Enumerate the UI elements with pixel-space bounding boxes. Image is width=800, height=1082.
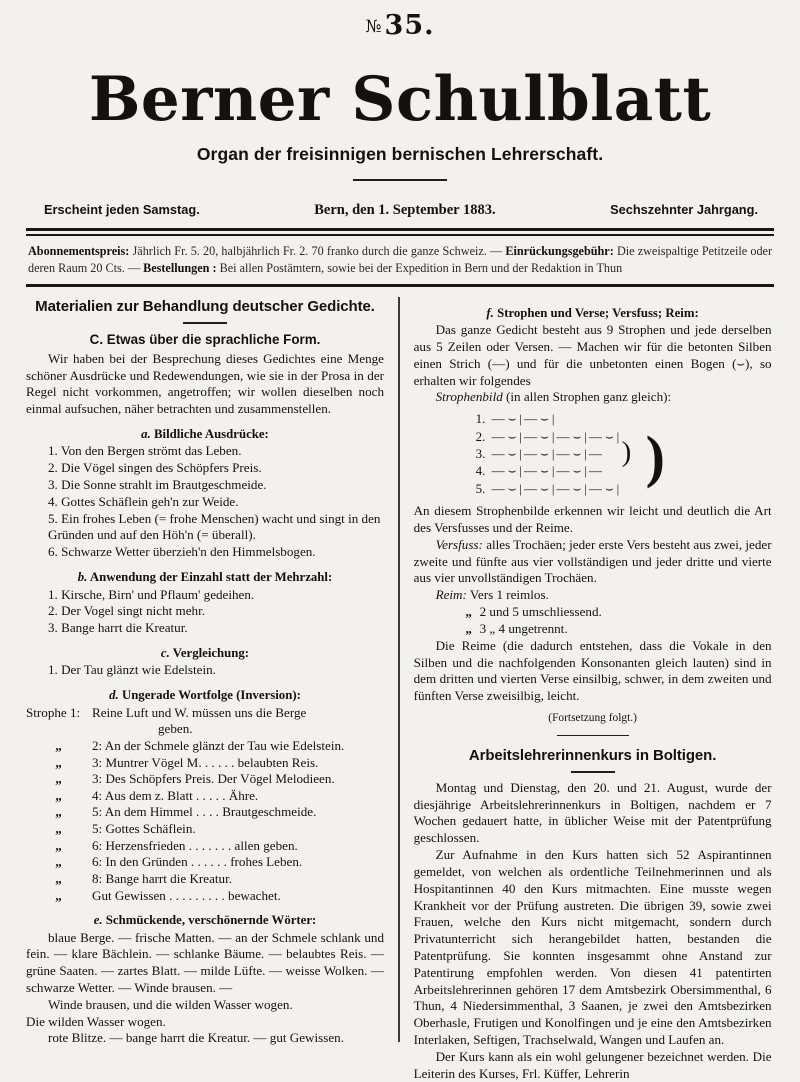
list-item: 4. Gottes Schäflein geh'n zur Weide. [48, 493, 239, 509]
foot-separator: | [616, 480, 620, 496]
versfuss-label: Versfuss: [435, 536, 483, 552]
right-column [413, 297, 772, 1081]
reim-line-3 [414, 621, 772, 638]
foot-separator: | [584, 428, 587, 444]
metrical-foot: — [588, 463, 602, 479]
foot-separator: | [584, 463, 587, 479]
scheme-row [476, 410, 772, 427]
strophen-paragraph-1: Das ganze Gedicht besteht aus 9 Strophen und jede derselben aus 5 Zeilen oder Versen. — Machen wir für die betonten Silben einen Strich (—) und für die unbetonten einen Bogen (⌣), so erhalten wir folgendes [413, 322, 772, 388]
subsection-letter-b: b. [77, 570, 88, 585]
subsection-heading-f [414, 305, 772, 321]
foot-separator: | [551, 463, 555, 479]
rule-below-terms [26, 284, 774, 286]
metrical-foot: — [588, 445, 602, 461]
subsection-label-d: Ungerade Wortfolge (Inversion): [118, 688, 301, 703]
foot-separator: | [551, 428, 555, 444]
list-item: 6. Schwarze Wetter überzieh'n den Himmelsbogen. [48, 544, 316, 560]
list-item: 2. Die Vögel singen des Schöpfers Preis. [48, 460, 262, 476]
boltigen-paragraph-2: Zur Aufnahme in den Kurs hatten sich 52 Aspirantinnen gemeldet, von welchen als ordentliche Teilnehmerinnen und als Hospitantinnen 40 den Kurs mitmachten. Eine musste wegen Krankheit vor der Prüfung austreten. Die übrigen 39, sowie zwei Frauen, welche den Kurs nicht mitgemacht, sondern durch Privatunterricht sich herangebildet hatten, bestanden die Patentprüfung. Sie konnten insgesammt ohne Anstand zur Patentirung empfohlen werden. Von diesen 41 patentirten Arbeitslehrerinnen gehören 17 dem Amtsbezirk Obersimmenthal, 6 Thun, 4 Niedersimmenthal, 3 Saanen, je zwei den Amtsbezirken Oberhasle, Frutigen und Konolfingen und je eine den Amtsbezirken Interlaken, Seftigen, Trachselwald, Wangen und Laufen an. [413, 847, 772, 1048]
list-item: 1. Von den Bergen strömt das Leben. [48, 443, 242, 459]
subsection-heading-b [26, 569, 384, 585]
reim-text: Vers 1 reimlos. [466, 587, 549, 603]
terms-orders-text: Bei allen Postämtern, sowie bei der Expedition in Bern und der Redaktion in Thun [216, 260, 623, 275]
metrical-foot: — ⌣ [491, 411, 517, 427]
brace-big-icon: ) [645, 424, 665, 490]
table-row [26, 888, 384, 905]
metrical-foot: — ⌣ [491, 445, 517, 461]
subsection-label-c: Vergleichung: [169, 645, 250, 660]
table-row [26, 755, 384, 772]
subsection-letter-a: a. [141, 426, 151, 441]
inversion-text: Gut Gewissen . . . . . . . . . bewachet. [92, 887, 281, 903]
reim-paragraph [414, 587, 772, 604]
page-title: Berner Schulblatt [88, 64, 712, 135]
metrical-foot: — ⌣ [556, 428, 582, 444]
boltigen-paragraph-1: Montag und Dienstag, den 20. und 21. August, wurde der diesjährige Arbeitslehrerinnenkurs in Boltigen, nachdem er 7 Wochen gedauert hatte, in üblicher Weise mit der Patentprüfung geschlossen. [413, 779, 772, 846]
ditto-mark: „ [55, 821, 63, 837]
subsection-label-b: Anwendung der Einzahl statt der Mehrzahl: [87, 570, 333, 585]
scheme-row [476, 480, 772, 497]
subsection-heading-a [26, 426, 384, 442]
strophen-paragraph-3: Die Reime (die dadurch entstehen, dass die Vokale in den Silben und die nachfolgenden Konsonanten gleich lauten) sind in dem dritten und vierten Verse einsilbig, schwer, in dem zweiten und fünften Verse zweisilbig, leicht. [413, 637, 772, 704]
article-divider [183, 322, 227, 324]
adjectives-line-3: Die wilden Wasser wogen. [26, 1013, 166, 1029]
inversion-text [92, 705, 384, 738]
continuation-note: (Fortsetzung folgt.) [548, 711, 637, 724]
foot-separator: | [519, 480, 523, 496]
table-row [26, 804, 384, 821]
issue-number: 35. [384, 10, 435, 41]
strophenbild-caption-rest: (in allen Strophen ganz gleich): [502, 389, 672, 405]
metrical-foot: — ⌣ [491, 463, 517, 479]
foot-separator: | [519, 411, 523, 427]
subsection-label-a: Bildliche Ausdrücke: [150, 426, 269, 441]
strophen-paragraph-2: An diesem Strophenbilde erkennen wir leicht und deutlich die Art des Versfusses und der Reime. [413, 503, 772, 535]
article2-divider [571, 771, 615, 773]
ditto-mark: „ [465, 604, 472, 620]
inversion-label: Strophe 1: [26, 704, 81, 720]
metrical-foot: — ⌣ [524, 445, 549, 461]
terms-price-label: Abonnementspreis: [28, 243, 130, 258]
foot-separator: | [551, 480, 555, 496]
publication-place-date: Bern, den 1. September 1883. [314, 202, 496, 219]
article-title-gedichte: Materialien zur Behandlung deutscher Gedichte. [35, 297, 375, 315]
brace-small-icon: ) [621, 436, 632, 469]
adjectives-line-2: Winde brausen, und die wilden Wasser wogen. [48, 996, 293, 1012]
terms-ad-label: Einrückungsgebühr: [505, 243, 614, 258]
list-item: 1. Kirsche, Birn' und Pflaum' gedeihen. [48, 586, 255, 602]
inversion-text: 2: An der Schmele glänzt der Tau wie Edelstein. [92, 737, 345, 753]
examples-list-b [26, 587, 384, 637]
scheme-row-number: 3. [475, 445, 486, 461]
ditto-mark: „ [55, 804, 63, 820]
adjectives-line-4: rote Blitze. — bange harrt die Kreatur. — gut Gewissen. [48, 1030, 344, 1046]
metrical-foot: — ⌣ [524, 428, 549, 444]
two-column-body [26, 297, 774, 1081]
table-row [26, 738, 384, 755]
reim-line-2 [414, 604, 772, 621]
subsection-letter-f: f. [486, 305, 494, 320]
foot-separator: | [551, 411, 555, 427]
scheme-row-number: 2. [475, 428, 486, 444]
versfuss-paragraph [414, 537, 772, 587]
list-item: 3. Bange harrt die Kreatur. [48, 620, 188, 636]
subsection-letter-c: c. [160, 645, 170, 660]
reim-line-3-text: 3 „ 4 ungetrennt. [479, 620, 568, 636]
adjectives-paragraph: blaue Berge. — frische Matten. — an der Schmele schlank und fein. — klare Bächlein. — schlanke Bäume. — belaubtes Reis. — grüne Saaten. — zartes Blatt. — milde Lüfte. — weisse Wolken. — schwarze Wetter. — Winde brausen. — [26, 929, 384, 996]
table-row [26, 871, 384, 888]
reim-label: Reim: [435, 587, 467, 603]
foot-separator: | [551, 445, 555, 461]
table-row [26, 771, 384, 788]
ditto-mark: „ [55, 837, 63, 853]
foot-separator: | [519, 428, 523, 444]
subsection-label-e: Schmückende, verschönernde Wörter: [102, 913, 317, 928]
ditto-mark: „ [55, 854, 63, 870]
metrical-foot: — ⌣ [556, 445, 582, 461]
inversion-text: 6: In den Gründen . . . . . . frohes Leben. [92, 854, 303, 870]
column-divider [398, 297, 400, 1042]
table-row [26, 705, 384, 738]
ditto-mark: „ [55, 870, 63, 886]
terms-price-text: Jährlich Fr. 5. 20, halbjährlich Fr. 2. 70 franko durch die ganze Schweiz. — [129, 243, 506, 258]
publication-frequency: Erscheint jeden Samstag. [44, 202, 200, 218]
inversion-table [26, 705, 384, 905]
metrical-foot: — ⌣ [588, 480, 614, 496]
ditto-mark: „ [465, 620, 472, 636]
subsection-label-f: Strophen und Verse; Versfuss; Reim: [493, 305, 699, 320]
list-item: 2. Der Vogel singt nicht mehr. [48, 603, 205, 619]
metrical-scheme [414, 410, 772, 497]
foot-separator: | [519, 463, 523, 479]
section-heading-c: C. Etwas über die sprachliche Form. [89, 331, 321, 347]
foot-separator: | [519, 445, 523, 461]
subsection-heading-d [26, 687, 384, 703]
table-row [26, 854, 384, 871]
subscription-terms [26, 236, 774, 285]
metrical-foot: — ⌣ [556, 463, 582, 479]
ditto-mark: „ [55, 754, 63, 770]
ditto-mark: „ [55, 737, 63, 753]
subsection-letter-e: e. [93, 913, 103, 928]
inversion-text-wrap: geben. [158, 721, 193, 737]
left-column [26, 297, 384, 1046]
dateline [26, 202, 774, 219]
metrical-foot: — ⌣ [556, 480, 582, 496]
metrical-foot: — ⌣ [524, 411, 549, 427]
ditto-mark: „ [55, 771, 63, 787]
inversion-text-main: Reine Luft und W. müssen uns die Berge [92, 704, 307, 720]
list-item: 5. Ein frohes Leben (= frohe Menschen) wacht und singt in den Gründen und auf den Höh'n (= überall). [48, 510, 381, 543]
intro-paragraph: Wir haben bei der Besprechung dieses Gedichtes eine Menge schöner Ausdrücke und Redewendungen, wie sie in der Prosa in der Regel nicht vorkommen, angetroffen; wir wollen dieselben noch einmal aufsuchen, näher betrachten und zusammenstellen. [26, 350, 384, 417]
table-row [26, 838, 384, 855]
article-separator-rule [557, 735, 629, 736]
table-row [26, 821, 384, 838]
metrical-foot: — ⌣ [491, 480, 517, 496]
metrical-foot: — ⌣ [524, 463, 549, 479]
rule-thick-top [26, 228, 774, 231]
ditto-mark: „ [55, 887, 63, 903]
issue-number-line [26, 0, 774, 39]
subsection-heading-c [26, 645, 384, 661]
list-item: 3. Die Sonne strahlt im Brautgeschmeide. [48, 477, 267, 493]
foot-separator: | [616, 428, 620, 444]
inversion-text: 3: Muntrer Vögel M. . . . . . belaubten Reis. [92, 754, 319, 770]
metrical-foot: — ⌣ [588, 428, 614, 444]
metrical-foot: — ⌣ [524, 480, 549, 496]
foot-separator: | [584, 445, 587, 461]
versfuss-text: alles Trochäen; jeder erste Vers besteht aus zwei, jeder zweite und fünfte aus vier vollständigen und jeder dritte und vierte aus vier unvollständigen Trochäen. [413, 536, 772, 586]
inversion-text: 4: Aus dem z. Blatt . . . . . Ähre. [92, 787, 259, 803]
strophenbild-label: Strophenbild [435, 389, 503, 405]
list-item: 1. Der Tau glänzt wie Edelstein. [48, 662, 216, 678]
scheme-row-number: 1. [475, 411, 486, 427]
subsection-heading-e [26, 912, 384, 928]
subsection-letter-d: d. [109, 688, 119, 703]
ditto-mark: „ [55, 787, 63, 803]
masthead-subtitle: Organ der freisinnigen bernischen Lehrerschaft. [196, 144, 604, 165]
numero-sign-icon: № [365, 17, 382, 37]
terms-ad-text: Die zweispaltige Petitzeile oder deren Raum 20 Cts. — [28, 243, 773, 275]
table-row [26, 788, 384, 805]
scheme-row-number: 5. [475, 480, 486, 496]
inversion-text: 8: Bange harrt die Kreatur. [92, 870, 232, 886]
inversion-text: 5: An dem Himmel . . . . Brautgeschmeide. [92, 804, 317, 820]
inversion-text: 5: Gottes Schäflein. [92, 821, 196, 837]
examples-list-c [26, 662, 384, 679]
foot-separator: | [584, 480, 587, 496]
scheme-row-number: 4. [475, 463, 486, 479]
inversion-text: 6: Herzensfrieden . . . . . . . allen geben. [92, 837, 298, 853]
inversion-text: 3: Des Schöpfers Preis. Der Vögel Melodieen. [92, 771, 335, 787]
examples-list-a [26, 443, 384, 561]
strophenbild-caption [414, 389, 772, 406]
reim-line-2-text: 2 und 5 umschliessend. [479, 604, 602, 620]
boltigen-paragraph-3: Der Kurs kann als ein wohl gelungener bezeichnet werden. Die Leiterin des Kurses, Frl. Küffer, Lehrerin [413, 1048, 772, 1081]
terms-orders-label: Bestellungen : [143, 260, 217, 275]
article-title-boltigen: Arbeitslehrerinnenkurs in Boltigen. [468, 746, 717, 764]
metrical-foot: — ⌣ [491, 428, 517, 444]
volume-label: Sechszehnter Jahrgang. [610, 202, 758, 218]
masthead-divider [353, 179, 447, 181]
